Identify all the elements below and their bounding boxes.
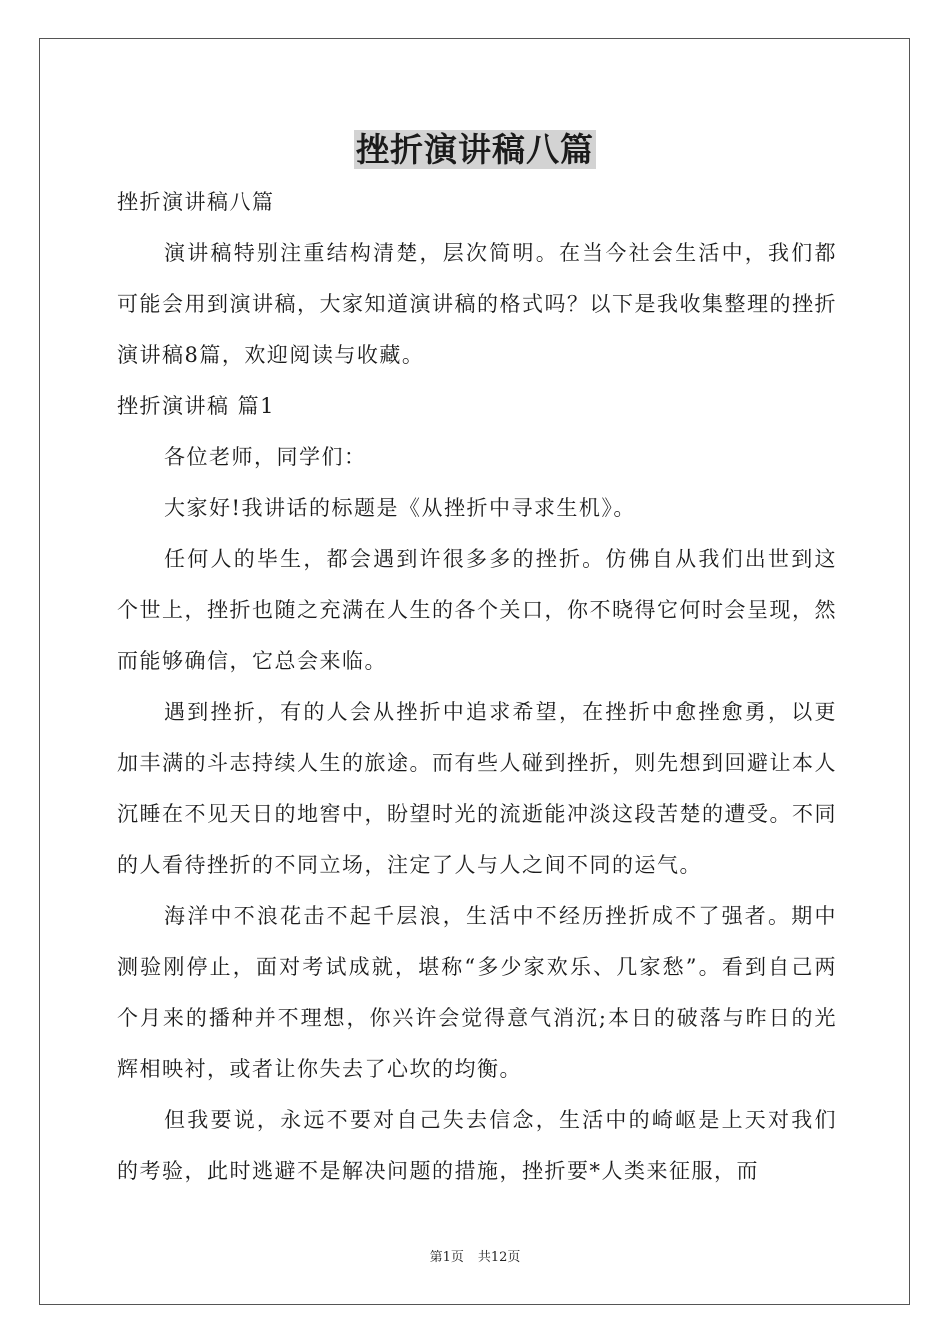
section-heading: 挫折演讲稿 篇1 — [117, 394, 276, 418]
paragraph-body: 任何人的毕生，都会遇到许很多多的挫折。仿佛自从我们出世到这个世上，挫折也随之充满在人生的各个关口，你不晓得它何时会呈现，然而能够确信，它总会来临。 — [117, 547, 837, 673]
paragraph-greeting: 各位老师，同学们： — [164, 445, 367, 469]
document-title-text: 挫折演讲稿八篇 — [356, 130, 594, 169]
paragraph-body: 但我要说，永远不要对自己失去信念，生活中的崎岖是上天对我们的考验，此时逃避不是解决问题的措施，挫折要*人类来征服，而 — [117, 1108, 837, 1183]
paragraph-body: 遇到挫折，有的人会从挫折中追求希望，在挫折中愈挫愈勇，以更加丰满的斗志持续人生的旅途。而有些人碰到挫折，则先想到回避让本人沉睡在不见天日的地窖中，盼望时光的流逝能冲淡这段苦楚的遭受。不同的人看待挫折的不同立场，注定了人与人之间不同的运气。 — [117, 700, 837, 877]
document-title — [0, 124, 950, 176]
paragraph-subtitle: 挫折演讲稿八篇 — [117, 190, 275, 214]
page-footer — [0, 1246, 950, 1265]
page-total: 共12页 — [477, 1250, 521, 1265]
paragraph-opening: 大家好!我讲话的标题是《从挫折中寻求生机》。 — [164, 496, 636, 520]
paragraph-intro: 演讲稿特别注重结构清楚，层次简明。在当今社会生活中，我们都可能会用到演讲稿，大家知道演讲稿的格式吗？以下是我收集整理的挫折演讲稿8篇，欢迎阅读与收藏。 — [117, 241, 837, 367]
document-body — [117, 177, 837, 1197]
page-number: 第1页 — [429, 1250, 464, 1265]
paragraph-body: 海洋中不浪花击不起千层浪，生活中不经历挫折成不了强者。期中测验刚停止，面对考试成就，堪称“多少家欢乐、几家愁”。看到自己两个月来的播种并不理想，你兴许会觉得意气消沉;本日的破落与昨日的光辉相映衬，或者让你失去了心坎的均衡。 — [117, 904, 837, 1081]
